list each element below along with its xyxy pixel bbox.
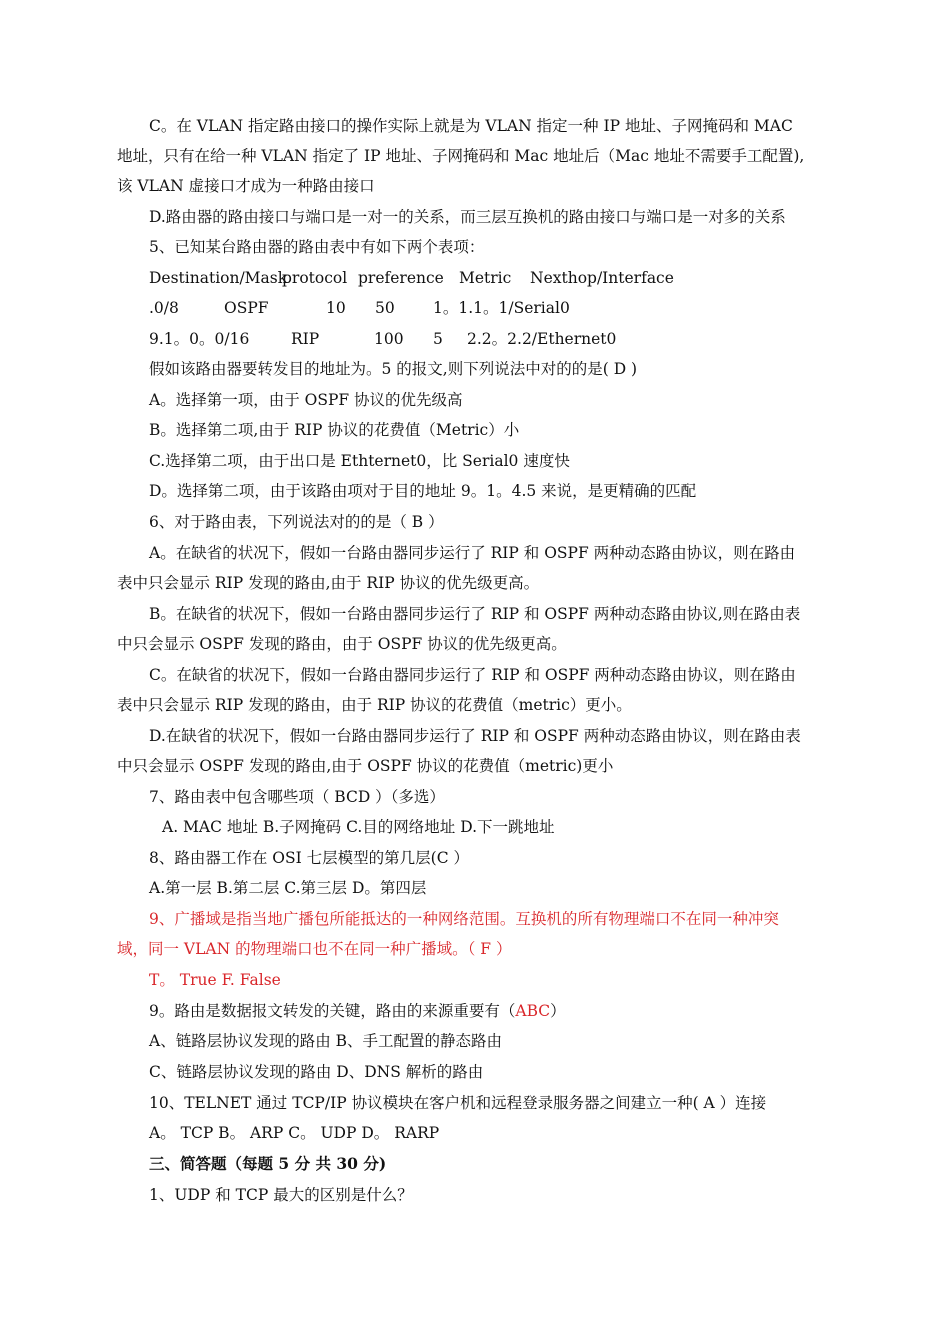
route-table-row2-metric: 5 xyxy=(433,330,443,348)
question-9-broadcast-line1: 9、广播域是指当地广播包所能抵达的一种网络范围。互换机的所有物理端口不在同一种冲突 xyxy=(149,910,779,928)
route-table-row1-destination: .0/8 xyxy=(149,299,179,317)
option-c-vlan-line3: 该 VLAN 虚接口才成为一种路由接口 xyxy=(117,177,375,195)
route-table-header-destination: Destination/Mask xyxy=(149,269,288,287)
question-9-options-ab: A、链路层协议发现的路由 B、手工配置的静态路由 xyxy=(149,1032,503,1050)
question-6-title: 6、对于路由表，下列说法对的的是（ B ） xyxy=(149,513,444,531)
route-table-row2-preference: 100 xyxy=(374,330,404,348)
route-table-row1-metric: 50 xyxy=(375,299,395,317)
question-8-options: A.第一层 B.第二层 C.第三层 D。第四层 xyxy=(149,879,427,897)
question-10-options: A。 TCP B。 ARP C。 UDP D。 RARP xyxy=(149,1124,440,1142)
route-table-row2-nexthop: 2.2。2.2/Ethernet0 xyxy=(467,330,617,348)
question-5-option-b: B。选择第二项,由于 RIP 协议的花费值（Metric）小 xyxy=(149,421,520,439)
question-5-option-d: D。选择第二项，由于该路由项对于目的地址 9。1。4.5 来说，是更精确的匹配 xyxy=(149,482,697,500)
question-6-option-d-line1: D.在缺省的状况下，假如一台路由器同步运行了 RIP 和 OSPF 两种动态路由协议，则在路由表 xyxy=(149,727,801,745)
option-c-vlan-line1: C。在 VLAN 指定路由接口的操作实际上就是为 VLAN 指定一种 IP 地址、子网掩码和 MAC xyxy=(149,117,793,135)
question-7-title: 7、路由表中包含哪些项（ BCD ）（多选） xyxy=(149,788,445,806)
question-10-title: 10、TELNET 通过 TCP/IP 协议模块在客户机和远程登录服务器之间建立一种( A ）连接 xyxy=(149,1094,767,1112)
route-table-row2-destination: 9.1。0。0/16 xyxy=(149,330,250,348)
route-table-row1-preference: 10 xyxy=(326,299,346,317)
question-6-option-d-line2: 中只会显示 OSPF 发现的路由,由于 OSPF 协议的花费值（metric)更小 xyxy=(117,757,614,775)
question-6-option-b-line2: 中只会显示 OSPF 发现的路由，由于 OSPF 协议的优先级更高。 xyxy=(117,635,567,653)
short-answer-question-1: 1、UDP 和 TCP 最大的区别是什么？ xyxy=(149,1186,413,1204)
question-5-title: 5、已知某台路由器的路由表中有如下两个表项： xyxy=(149,238,485,256)
route-table-header-protocol: protocol xyxy=(282,269,348,287)
question-9-broadcast-line2: 域，同一 VLAN 的物理端口也不在同一种广播域。（ F ） xyxy=(117,940,512,958)
option-c-vlan-line2: 地址，只有在给一种 VLAN 指定了 IP 地址、子网掩码和 Mac 地址后（Mac 地址不需要手工配置), xyxy=(117,147,805,165)
question-9-routing-close: ） xyxy=(550,1002,566,1020)
route-table-header-preference: preference xyxy=(358,269,444,287)
question-5-option-c: C.选择第二项，由于出口是 Ethternet0，比 Serial0 速度快 xyxy=(149,452,570,470)
question-9-options-cd: C、链路层协议发现的路由 D、DNS 解析的路由 xyxy=(149,1063,484,1081)
question-7-options: A. MAC 地址 B.子网掩码 C.目的网络地址 D.下一跳地址 xyxy=(162,818,555,836)
question-5-prompt: 假如该路由器要转发目的地址为。5 的报文,则下列说法中对的的是( D ) xyxy=(149,360,638,378)
route-table-header-nexthop: Nexthop/Interface xyxy=(530,269,674,287)
question-9-broadcast-options: T。 True F. False xyxy=(149,971,281,989)
question-6-option-c-line1: C。在缺省的状况下，假如一台路由器同步运行了 RIP 和 OSPF 两种动态路由协议，则在路由 xyxy=(149,666,796,684)
question-9-routing-text: 9。路由是数据报文转发的关键，路由的来源重要有（ xyxy=(149,1002,516,1020)
question-5-option-a: A。选择第一项，由于 OSPF 协议的优先级高 xyxy=(149,391,463,409)
question-9-routing-answer: ABC xyxy=(515,1002,551,1020)
section-3-heading: 三、简答题（每题 5 分 共 30 分) xyxy=(149,1154,387,1173)
route-table-row2-protocol: RIP xyxy=(291,330,320,348)
question-6-option-a-line2: 表中只会显示 RIP 发现的路由,由于 RIP 协议的优先级更高。 xyxy=(117,574,540,592)
question-8-title: 8、路由器工作在 OSI 七层模型的第几层(C ） xyxy=(149,849,469,867)
question-9-routing-source xyxy=(149,1001,566,1023)
question-6-option-b-line1: B。在缺省的状况下，假如一台路由器同步运行了 RIP 和 OSPF 两种动态路由协议,则在路由表 xyxy=(149,605,801,623)
route-table-header-metric: Metric xyxy=(459,269,512,287)
route-table-row1-protocol: OSPF xyxy=(224,299,269,317)
question-6-option-a-line1: A。在缺省的状况下，假如一台路由器同步运行了 RIP 和 OSPF 两种动态路由协议，则在路由 xyxy=(149,544,796,562)
question-6-option-c-line2: 表中只会显示 RIP 发现的路由，由于 RIP 协议的花费值（metric）更小。 xyxy=(117,696,632,714)
option-d-router-interface: D.路由器的路由接口与端口是一对一的关系，而三层互换机的路由接口与端口是一对多的关系 xyxy=(149,208,786,226)
route-table-row1-nexthop: 1。1.1。1/Serial0 xyxy=(433,299,570,317)
